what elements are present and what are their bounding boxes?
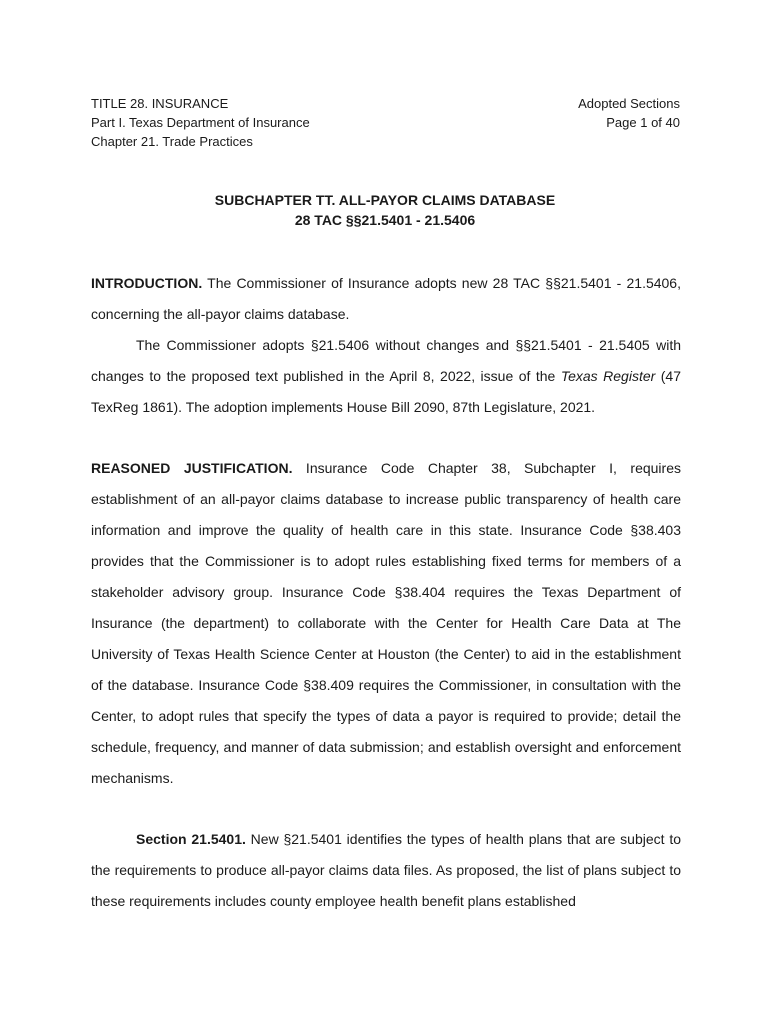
texas-register-title: Texas Register (560, 368, 656, 384)
header-chapter-line: Chapter 21. Trade Practices (91, 134, 253, 149)
header-page-number: Page 1 of 40 (606, 115, 680, 130)
document-body (91, 268, 681, 917)
adoption-paragraph (91, 330, 681, 423)
header-right (578, 94, 680, 132)
section-21-5401-heading: Section 21.5401. (136, 831, 246, 847)
section-21-5401-text: New §21.5401 identifies the types of health plans that are subject to the requirements to produce all-payor claims data files. As proposed, the list of plans subject to these requirements includes county employee health benefit plans established (91, 831, 681, 909)
adoption-text-after: (47 TexReg 1861). The adoption implements House Bill 2090, 87th Legislature, 2021. (91, 368, 681, 415)
introduction-paragraph (91, 268, 681, 330)
reasoned-justification-heading: REASONED JUSTIFICATION. (91, 460, 293, 476)
document-title (0, 190, 770, 230)
header-title-line: TITLE 28. INSURANCE (91, 96, 229, 111)
reasoned-justification-text: Insurance Code Chapter 38, Subchapter I, requires establishment of an all-payor claims database to increase public transparency of health care information and improve the quality of health care in this state. Insurance Code §38.403 provides that the Commissioner is to adopt rules establishing fixed terms for members of a stakeholder advisory group. Insurance Code §38.404 requires the Texas Department of Insurance (the department) to collaborate with the Center for Health Care Data at The University of Texas Health Science Center at Houston (the Center) to aid in the establishment of the database. Insurance Code §38.409 requires the Commissioner, in consultation with the Center, to adopt rules that specify the types of data a payor is required to provide; detail the schedule, frequency, and manner of data submission; and establish oversight and enforcement mechanisms. (91, 460, 681, 786)
adoption-text-before: The Commissioner adopts §21.5406 without changes and §§21.5401 - 21.5405 with changes to the proposed text published in the April 8, 2022, issue of the (91, 337, 681, 384)
header-part-line: Part I. Texas Department of Insurance (91, 115, 310, 130)
introduction-text: The Commissioner of Insurance adopts new 28 TAC §§21.5401 - 21.5406, concerning the all-payor claims database. (91, 275, 681, 322)
section-21-5401-paragraph (91, 824, 681, 917)
reasoned-justification-paragraph (91, 453, 681, 794)
header-adopted-sections: Adopted Sections (578, 96, 680, 111)
header-left (91, 94, 310, 151)
title-subchapter: SUBCHAPTER TT. ALL-PAYOR CLAIMS DATABASE (214, 192, 556, 208)
title-citation: 28 TAC §§21.5401 - 21.5406 (294, 212, 476, 228)
introduction-heading: INTRODUCTION. (91, 275, 203, 291)
